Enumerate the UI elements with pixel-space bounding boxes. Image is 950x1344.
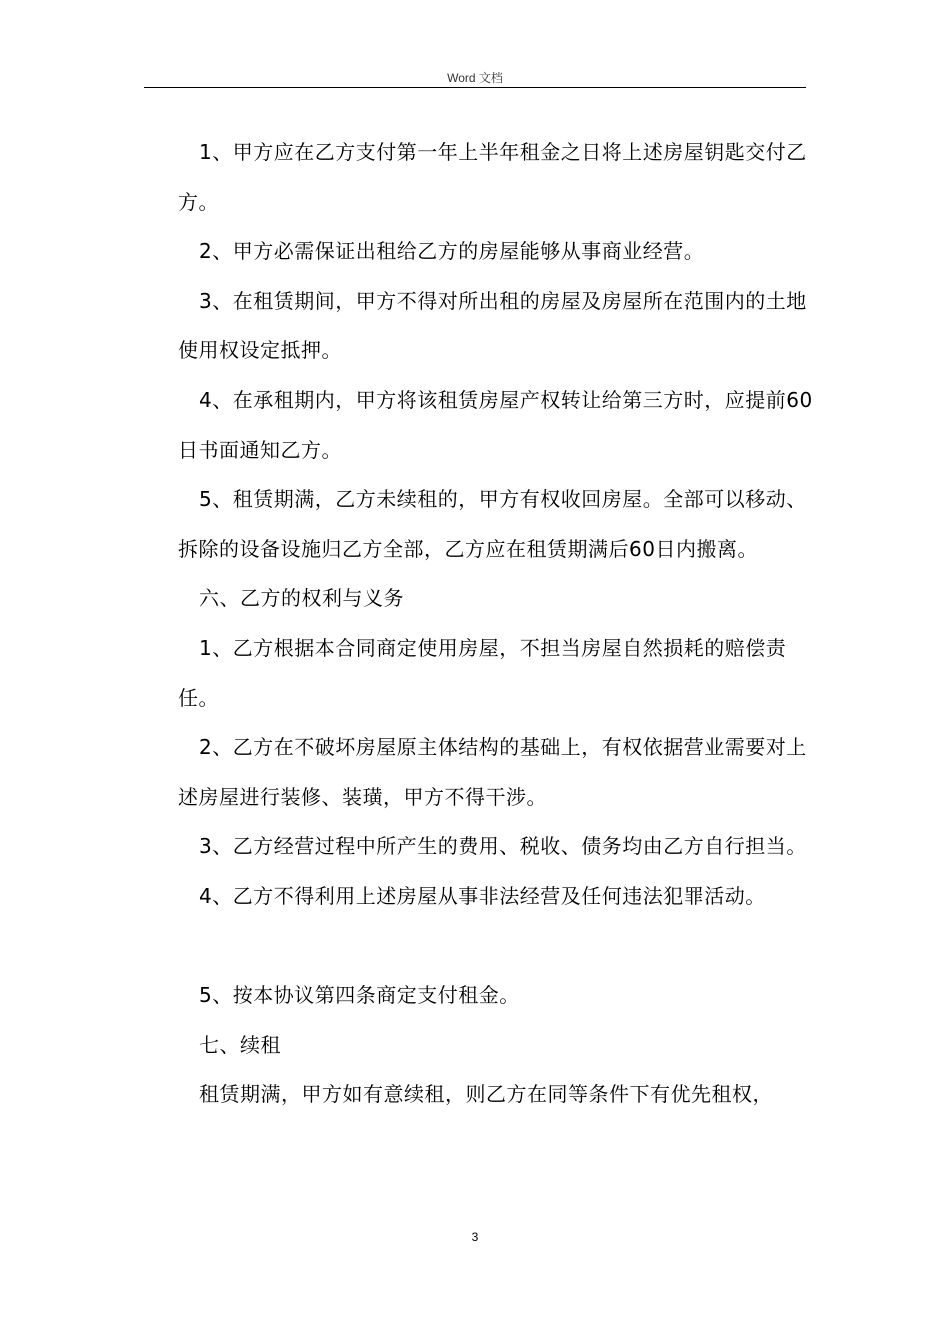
paragraph-landlord-1: 1、甲方应在乙方支付第一年上半年租金之日将上述房屋钥匙交付乙方。	[178, 140, 807, 214]
paragraph-landlord-4: 4、在承租期内，甲方将该租赁房屋产权转让给第三方时，应提前60日书面通知乙方。	[178, 387, 813, 462]
page-header: Word 文档	[447, 71, 503, 85]
paragraph-landlord-5: 5、租赁期满，乙方未续租的，甲方有权收回房屋。全部可以移动、拆除的设备设施归乙方全部，乙方应在租赁期满后60日内搬离。	[178, 487, 807, 561]
paragraph-tenant-4: 4、乙方不得利用上述房屋从事非法经营及任何违法犯罪活动。	[199, 883, 766, 908]
paragraph-tenant-1: 1、乙方根据本合同商定使用房屋，不担当房屋自然损耗的赔偿责任。	[178, 635, 787, 710]
paragraph-landlord-2: 2、甲方必需保证出租给乙方的房屋能够从事商业经营。	[199, 239, 705, 264]
paragraph-landlord-3: 3、在租赁期间，甲方不得对所出租的房屋及房屋所在范围内的土地使用权设定抵押。	[178, 288, 807, 363]
document-body	[178, 128, 818, 1120]
page-number: 3	[471, 1230, 479, 1244]
section-heading-tenant-rights: 六、乙方的权利与义务	[199, 586, 404, 611]
section-heading-renewal: 七、续租	[199, 1032, 281, 1057]
paragraph-renewal-1: 租赁期满，甲方如有意续租，则乙方在同等条件下有优先租权，	[199, 1082, 773, 1107]
paragraph-tenant-3: 3、乙方经营过程中所产生的费用、税收、债务均由乙方自行担当。	[199, 834, 807, 859]
paragraph-tenant-2: 2、乙方在不破坏房屋原主体结构的基础上，有权依据营业需要对上述房屋进行装修、装璜，甲方不得干涉。	[178, 735, 807, 809]
paragraph-tenant-5: 5、按本协议第四条商定支付租金。	[199, 983, 520, 1008]
header-divider	[144, 87, 806, 88]
blank-line	[178, 922, 818, 972]
